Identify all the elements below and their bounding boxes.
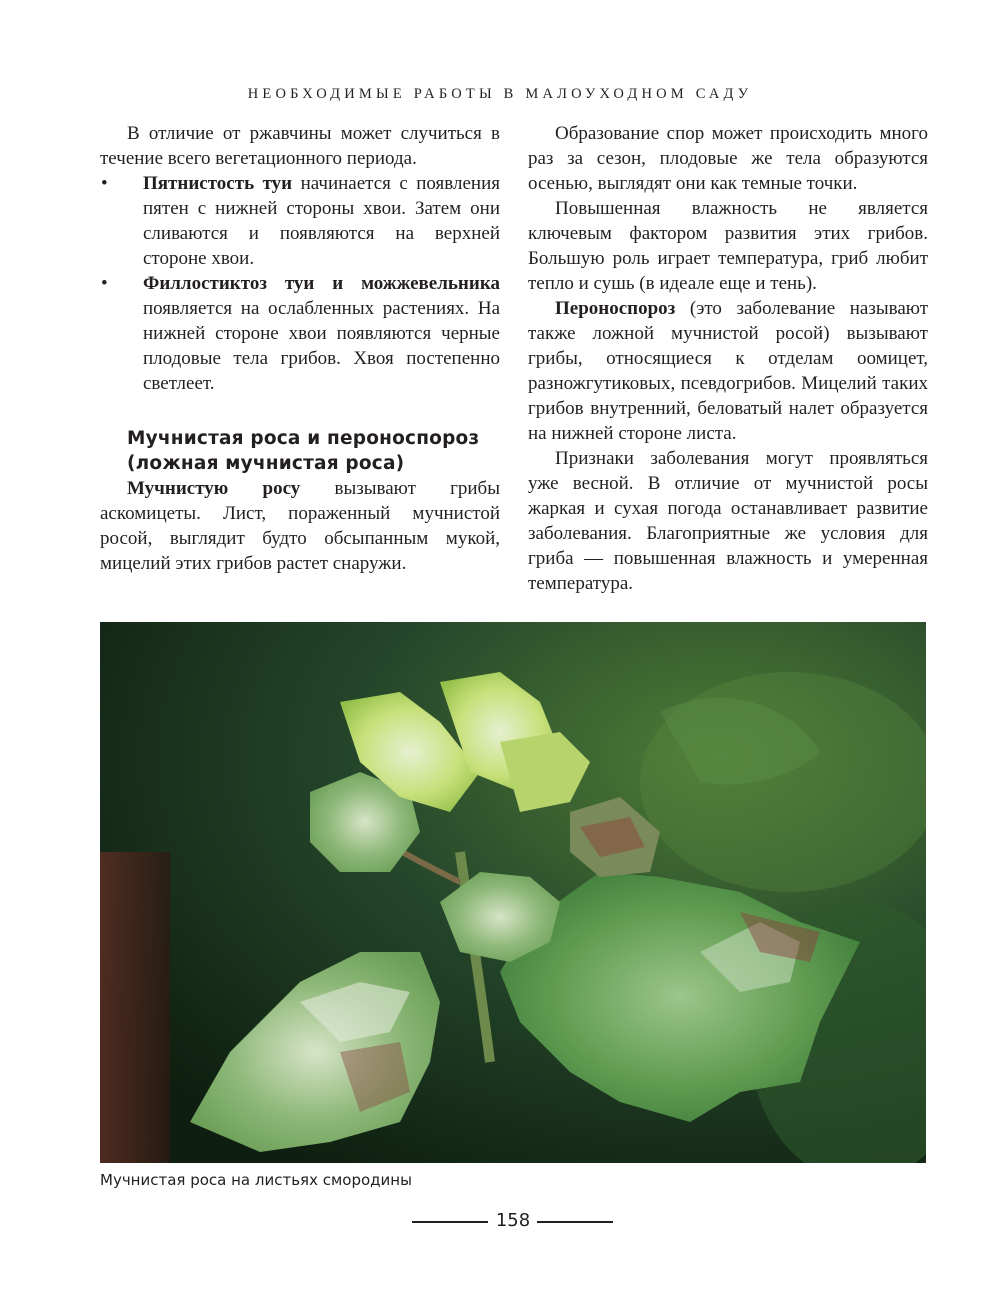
bullet-item	[100, 271, 500, 396]
footer-rule-right	[537, 1221, 613, 1223]
mildew-text: вызывают грибы аскомицеты. Лист, пораженный мучнистой росой, выглядит будто обсыпанным мукой, мицелий этих грибов растет снаружи.	[100, 478, 500, 574]
bullet-item	[100, 171, 500, 271]
bullet-body	[143, 171, 500, 271]
photo-caption: Мучнистая роса на листьях смородины	[100, 1171, 412, 1189]
bullet-text: появляется на ослабленных растениях. На нижней стороне хвои появляются черные плодовые тела грибов. Хвоя постепенно светлеет.	[143, 298, 500, 394]
currant-leaves-photo	[100, 622, 926, 1163]
bullet-term: Пятнистость туи	[143, 173, 293, 194]
peronospora-text: (это заболевание называют также ложной мучнистой росой) вызывают грибы, относящиеся к отделам оомицет, разножгутиковых, псевдогрибов. Мицелий таких грибов внутренний, беловатый налет образуется на нижней стороне листа.	[528, 298, 928, 444]
currant-leaves-illustration	[100, 622, 926, 1163]
mildew-term: Мучнистую росу	[127, 478, 301, 499]
running-head: НЕОБХОДИМЫЕ РАБОТЫ В МАЛОУХОДНОМ САДУ	[247, 86, 753, 102]
page-footer	[0, 1208, 1000, 1238]
right-column	[528, 121, 928, 596]
bullet-dot-icon: •	[101, 173, 108, 194]
humidity-paragraph: Повышенная влажность не является ключевым фактором развития этих грибов. Большую роль играет температура, гриб любит тепло и сушь (в идеале еще и тень).	[528, 198, 928, 294]
bullet-dot-icon: •	[101, 273, 108, 294]
bullet-body	[143, 271, 500, 396]
peronospora-term: Пероноспороз	[555, 298, 676, 319]
section-subheading: Мучнистая роса и пероноспороз (ложная мучнистая роса)	[127, 428, 480, 474]
peronospora-paragraph	[528, 296, 928, 446]
footer-rule-left	[412, 1221, 488, 1223]
symptoms-paragraph: Признаки заболевания могут проявляться уже весной. В отличие от мучнистой росы жаркая и сухая погода останавливает развитие заболевания. Благоприятные же условия для гриба — повышенная влажность и умеренная температура.	[528, 448, 928, 594]
bullet-term: Филлостиктоз туи и можжевельника	[143, 273, 500, 294]
left-column	[100, 121, 500, 576]
intro-paragraph: В отличие от ржавчины может случиться в течение всего вегетационного периода.	[100, 123, 500, 169]
page-number: 158	[495, 1210, 531, 1231]
mildew-paragraph	[100, 476, 500, 576]
spores-paragraph: Образование спор может происходить много раз за сезон, плодовые же тела образуются осенью, выглядят они как темные точки.	[528, 123, 928, 194]
bullet-text: начинается с появления пятен с нижней стороны хвои. Затем они сливаются и появляются на верхней стороне хвои.	[143, 173, 500, 269]
